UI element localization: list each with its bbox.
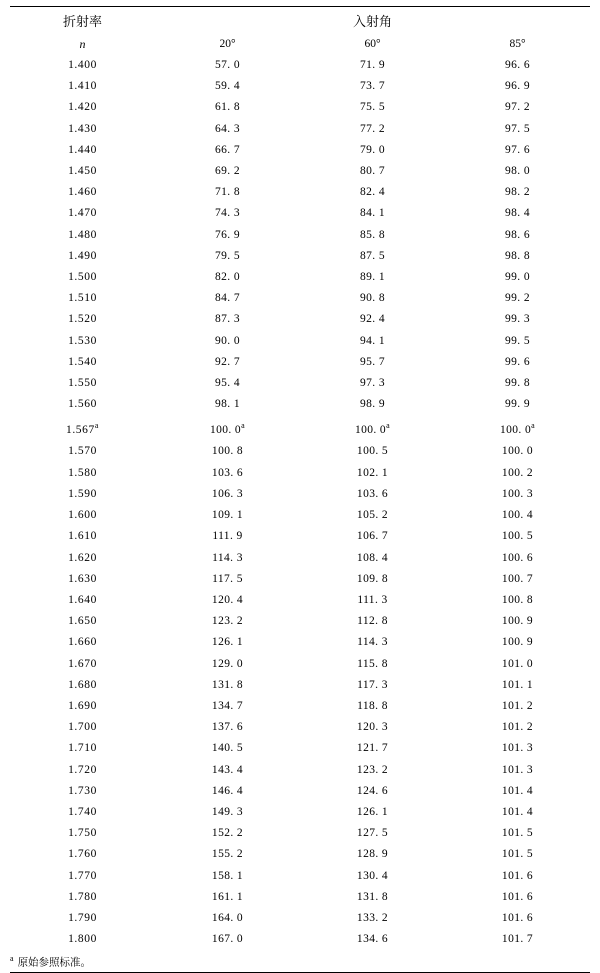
cell-value: 161. 1 [211,890,244,903]
cell-refractive-index: 1.550 [68,377,97,390]
cell-refractive-index: 1.740 [68,805,97,818]
cell-refractive-index: 1.520 [68,313,97,326]
cell-value: 101. 6 [501,911,534,924]
cell-value: 134. 6 [356,933,389,946]
footnote-row [10,950,590,973]
cell-value: 82. 0 [215,271,240,284]
cell-value: 111. 3 [357,593,388,606]
table-row [10,140,590,161]
cell-refractive-index: 1.560 [68,398,97,411]
cell-value: 99. 0 [505,271,530,284]
cell-value: 117. 3 [357,678,388,691]
cell-value: 100. 9 [501,615,534,628]
cell-value: 97. 3 [360,377,385,390]
cell-value: 100. 3 [501,487,534,500]
table-row [10,717,590,738]
cell-value: 155. 2 [211,848,244,861]
cell-refractive-index: 1.400 [68,59,97,71]
table-row [10,887,590,908]
cell-value: 114. 3 [357,636,388,649]
cell-refractive-index: 1.410 [68,80,97,93]
cell-value: 101. 4 [501,784,534,797]
cell-value: 97. 2 [505,101,530,114]
cell-value: 87. 5 [360,249,385,262]
cell-value: 124. 6 [356,784,389,797]
footnote-ref-marker: a [94,421,100,431]
cell-refractive-index: 1.730 [68,784,97,797]
table-row [10,484,590,505]
cell-refractive-index: 1.600 [68,509,97,522]
cell-value: 99. 3 [505,313,530,326]
cell-value: 120. 4 [211,593,244,606]
cell-refractive-index: 1.460 [68,186,97,199]
cell-value: 115. 8 [357,657,388,670]
table-row [10,373,590,394]
table-row [10,203,590,224]
cell-value: 133. 2 [356,911,389,924]
cell-value: 96. 6 [505,59,530,71]
cell-refractive-index: 1.610 [68,530,97,543]
cell-value: 85. 8 [360,228,385,241]
table-row [10,526,590,547]
cell-value: 101. 5 [501,827,534,840]
cell-value: 99. 6 [505,355,530,368]
cell-value: 134. 7 [211,699,244,712]
table-row [10,225,590,246]
table-row [10,781,590,802]
cell-value: 96. 9 [505,80,530,93]
cell-refractive-index: 1.620 [68,551,97,564]
cell-value: 82. 4 [360,186,385,199]
table-row [10,441,590,462]
cell-value: 71. 8 [215,186,240,199]
table-row [10,182,590,203]
cell-refractive-index: 1.500 [68,271,97,284]
cell-value: 103. 6 [211,466,244,479]
cell-refractive-index: 1.790 [68,911,97,924]
cell-value: 158. 1 [211,869,244,882]
header-angle-20: 20° [219,38,236,50]
table-row [10,352,590,373]
cell-value: 131. 8 [211,678,244,691]
cell-refractive-index: 1.567$^a$ [65,421,100,437]
cell-value: 99. 8 [505,377,530,390]
cell-value: 69. 2 [215,165,240,178]
cell-value: 100. 7 [501,572,534,585]
cell-value: 109. 1 [211,509,244,522]
cell-value: 76. 9 [215,228,240,241]
cell-refractive-index: 1.660 [68,636,97,649]
table-row [10,802,590,823]
cell-refractive-index: 1.750 [68,827,97,840]
cell-refractive-index: 1.510 [68,292,97,305]
cell-value: 101. 4 [501,805,534,818]
cell-value: 143. 4 [211,763,244,776]
cell-value: 89. 1 [360,271,385,284]
cell-refractive-index: 1.480 [68,228,97,241]
cell-value: 100. 0$^a$ [354,421,391,437]
table-row [10,844,590,865]
cell-value: 90. 0 [215,334,240,347]
cell-refractive-index: 1.680 [68,678,97,691]
cell-value: 66. 7 [215,143,240,156]
header-angle-60: 60° [364,38,381,50]
cell-value: 118. 8 [357,699,388,712]
cell-value: 92. 7 [215,355,240,368]
header-symbol-n: n [79,36,86,51]
table-row [10,696,590,717]
table-body [10,55,590,950]
cell-value: 130. 4 [356,869,389,882]
table-row [10,823,590,844]
cell-refractive-index: 1.540 [68,355,97,368]
cell-value: 84. 1 [360,207,385,220]
cell-value: 152. 2 [211,827,244,840]
footnote-text: 原始参照标准。 [17,956,92,969]
cell-value: 108. 4 [356,551,389,564]
header-incident-angle: 入射角 [353,13,393,29]
cell-value: 98. 1 [215,398,240,411]
cell-value: 112. 8 [357,615,388,628]
cell-value: 61. 8 [215,101,240,114]
cell-refractive-index: 1.640 [68,593,97,606]
table-row [10,246,590,267]
cell-value: 128. 9 [356,848,389,861]
cell-value: 100. 0 [501,445,534,458]
cell-value: 100. 5 [501,530,534,543]
cell-value: 114. 3 [212,551,243,564]
table-row [10,331,590,352]
cell-value: 79. 0 [360,143,385,156]
cell-value: 80. 7 [360,165,385,178]
cell-refractive-index: 1.490 [68,249,97,262]
cell-value: 100. 5 [356,445,389,458]
table-row [10,267,590,288]
cell-value: 105. 2 [356,509,389,522]
cell-refractive-index: 1.670 [68,657,97,670]
cell-value: 98. 6 [505,228,530,241]
cell-refractive-index: 1.720 [68,763,97,776]
cell-value: 101. 6 [501,890,534,903]
table-footer [10,950,590,973]
table-row [10,463,590,484]
cell-value: 75. 5 [360,101,385,114]
refractive-index-table [10,6,590,973]
footnote-ref-marker: a [241,421,246,431]
cell-refractive-index: 1.570 [68,445,97,458]
header-row-top [10,7,590,34]
header-refractive-index: 折射率 [62,13,102,29]
cell-value: 73. 7 [360,80,385,93]
table-row [10,590,590,611]
cell-refractive-index: 1.430 [68,122,97,135]
table-row [10,611,590,632]
cell-value: 95. 7 [360,355,385,368]
table-row [10,161,590,182]
cell-value: 109. 8 [356,572,389,585]
table-row [10,55,590,76]
cell-value: 101. 3 [501,763,534,776]
cell-value: 102. 1 [356,466,389,479]
header-row-sub [10,33,590,55]
cell-value: 98. 9 [360,398,385,411]
cell-value: 74. 3 [215,207,240,220]
cell-value: 103. 6 [356,487,389,500]
table-row [10,908,590,929]
footnote-marker: a [10,953,14,963]
cell-refractive-index: 1.800 [68,933,97,946]
cell-value: 100. 0$^a$ [499,421,536,437]
cell-value: 146. 4 [211,784,244,797]
cell-value: 127. 5 [356,827,389,840]
cell-value: 111. 9 [212,530,243,543]
cell-value: 140. 5 [211,742,244,755]
cell-value: 100. 8 [211,445,244,458]
cell-refractive-index: 1.710 [68,742,97,755]
table-row [10,309,590,330]
cell-value: 101. 6 [501,869,534,882]
table-row [10,97,590,118]
cell-value: 106. 3 [211,487,244,500]
cell-value: 92. 4 [360,313,385,326]
cell-refractive-index: 1.580 [68,466,97,479]
cell-value: 126. 1 [211,636,244,649]
table-row [10,119,590,140]
cell-value: 121. 7 [356,742,389,755]
table-header [10,7,590,56]
cell-refractive-index: 1.650 [68,615,97,628]
cell-value: 98. 2 [505,186,530,199]
cell-value: 126. 1 [356,805,389,818]
cell-value: 100. 4 [501,509,534,522]
cell-value: 64. 3 [215,122,240,135]
cell-refractive-index: 1.760 [68,848,97,861]
cell-refractive-index: 1.700 [68,721,97,734]
cell-value: 101. 3 [501,742,534,755]
cell-value: 90. 8 [360,292,385,305]
cell-refractive-index: 1.780 [68,890,97,903]
table-row [10,632,590,653]
cell-value: 117. 5 [212,572,243,585]
cell-value: 100. 0$^a$ [209,421,246,437]
footnote-ref-marker: a [531,421,536,431]
cell-value: 97. 5 [505,122,530,135]
cell-value: 95. 4 [215,377,240,390]
cell-value: 120. 3 [356,721,389,734]
cell-value: 129. 0 [211,657,244,670]
table-row [10,675,590,696]
cell-value: 77. 2 [360,122,385,135]
cell-value: 149. 3 [211,805,244,818]
cell-refractive-index: 1.530 [68,334,97,347]
cell-value: 71. 9 [360,59,385,71]
cell-value: 57. 0 [215,59,240,71]
table-row [10,569,590,590]
footnote-cell [10,950,590,973]
cell-refractive-index: 1.450 [68,165,97,178]
cell-value: 98. 8 [505,249,530,262]
table-row [10,738,590,759]
cell-refractive-index: 1.770 [68,869,97,882]
footnote-ref-marker: a [386,421,391,431]
cell-value: 98. 0 [505,165,530,178]
cell-value: 131. 8 [356,890,389,903]
table-row [10,394,590,415]
table-row [10,288,590,309]
cell-refractive-index: 1.470 [68,207,97,220]
cell-value: 100. 2 [501,466,534,479]
cell-refractive-index: 1.590 [68,487,97,500]
cell-value: 84. 7 [215,292,240,305]
cell-refractive-index: 1.420 [68,101,97,114]
cell-refractive-index: 1.690 [68,699,97,712]
cell-value: 164. 0 [211,911,244,924]
table-row [10,415,590,441]
cell-value: 59. 4 [215,80,240,93]
table-row [10,929,590,950]
cell-value: 167. 0 [211,933,244,946]
cell-value: 106. 7 [356,530,389,543]
table-row [10,76,590,97]
table-row [10,654,590,675]
cell-refractive-index: 1.440 [68,143,97,156]
cell-value: 137. 6 [211,721,244,734]
cell-value: 101. 1 [501,678,534,691]
cell-value: 87. 3 [215,313,240,326]
cell-value: 99. 5 [505,334,530,347]
cell-refractive-index: 1.630 [68,572,97,585]
table-row [10,505,590,526]
cell-value: 101. 2 [501,721,534,734]
cell-value: 101. 0 [501,657,534,670]
header-angle-85: 85° [509,38,526,50]
cell-value: 98. 4 [505,207,530,220]
table-row [10,760,590,781]
cell-value: 101. 2 [501,699,534,712]
cell-value: 101. 5 [501,848,534,861]
cell-value: 123. 2 [211,615,244,628]
cell-value: 99. 9 [505,398,530,411]
cell-value: 79. 5 [215,249,240,262]
cell-value: 123. 2 [356,763,389,776]
cell-value: 99. 2 [505,292,530,305]
cell-value: 100. 9 [501,636,534,649]
cell-value: 94. 1 [360,334,385,347]
cell-value: 100. 8 [501,593,534,606]
cell-value: 100. 6 [501,551,534,564]
cell-value: 101. 7 [501,933,534,946]
table-row [10,866,590,887]
cell-value: 97. 6 [505,143,530,156]
table-row [10,548,590,569]
